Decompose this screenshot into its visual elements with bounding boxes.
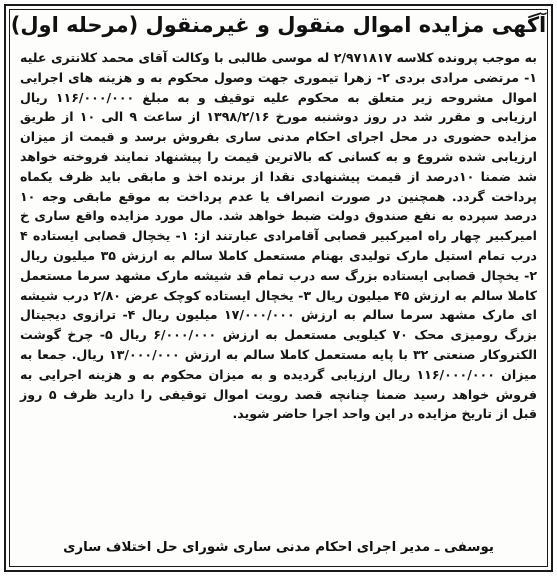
notice-body: به موجب پرونده کلاسه ۲/۹۷۱۸۱۷ له موسی طالبی با وکالت آقای محمد کلانتری علیه ۱- مرتضی مرادی بردی ۲- زهرا تیموری جهت وصول محکوم به و هزینه های اجرایی اموال مشروحه زیر متعلق به محکوم علیه توقیف و به مبلغ ۱۱۶/۰۰۰/۰۰۰ ریال ارزیابی و مقرر شد در روز دوشنبه مورخ ۱۳۹۸/۲/۱۶ از ساعت ۹ الی ۱۰ از طریق مزایده حضوری در محل اجرای احکام مدنی ساری بفروش برسد و قیمت از میزان ارزیابی شده شروع و به کسانی که بالاترین قیمت را پیشنهاد نمایند فروخته خواهد شد ضمنا ۱۰درصد از قیمت پیشنهادی نقدا از برنده اخذ و مابقی باید ظرف یکماه پرداخت گردد. همچنین در صورت انصراف یا عدم پرداخت به موقع مابقی وجه ۱۰ درصد سپرده به نفع صندوق دولت ضبط خواهد شد. مال مورد مزایده واقع ساری خ امیرکبیر چهار راه امیرکبیر قصابی آقامرادی عبارتند از: ۱- یخچال قصابی ایستاده ۴ درب تمام استیل مارک تولیدی بهنام مستعمل کاملا سالم به ارزش ۳۵ میلیون ریال ۲- یخچال قصابی ایستاده بزرگ سه درب تمام قد شیشه مارک مشهد سرما مستعمل کاملا سالم به ارزش ۴۵ میلیون ریال ۳- یخچال ایستاده کوچک عرض ۲/۸۰ درب شیشه ای مارک مشهد سرما سالم به ارزش ۱۷/۰۰۰/۰۰۰ میلیون ریال ۴- ترازوی دیجیتال بزرگ رومیزی محک ۷۰ کیلویی مستعمل به ارزش ۶/۰۰۰/۰۰۰ ریال ۵- چرخ گوشت الکتروکار صنعتی ۳۲ با پایه مستعمل کاملا سالم به ارزش ۱۳/۰۰۰/۰۰۰ ریال. جمعا به میزان ۱۱۶/۰۰۰/۰۰۰ ریال ارزیابی گردیده و به میزان محکوم به و هزینه اجرایی به فروش خواهد رسید ضمنا چنانچه قصد رویت اموال توقیفی را دارید ظرف ۵ روز قبل از تاریخ مزایده در این واحد اجرا حاضر شوید. xyxy=(20,50,538,422)
notice-box xyxy=(4,4,553,572)
notice-title: آگهی مزایده اموال منقول و غیرمنقول (مرحله اول) xyxy=(10,13,547,37)
notice-signature: یوسفی ـ مدیر اجرای احکام مدنی ساری شورای حل اختلاف ساری xyxy=(63,540,494,555)
